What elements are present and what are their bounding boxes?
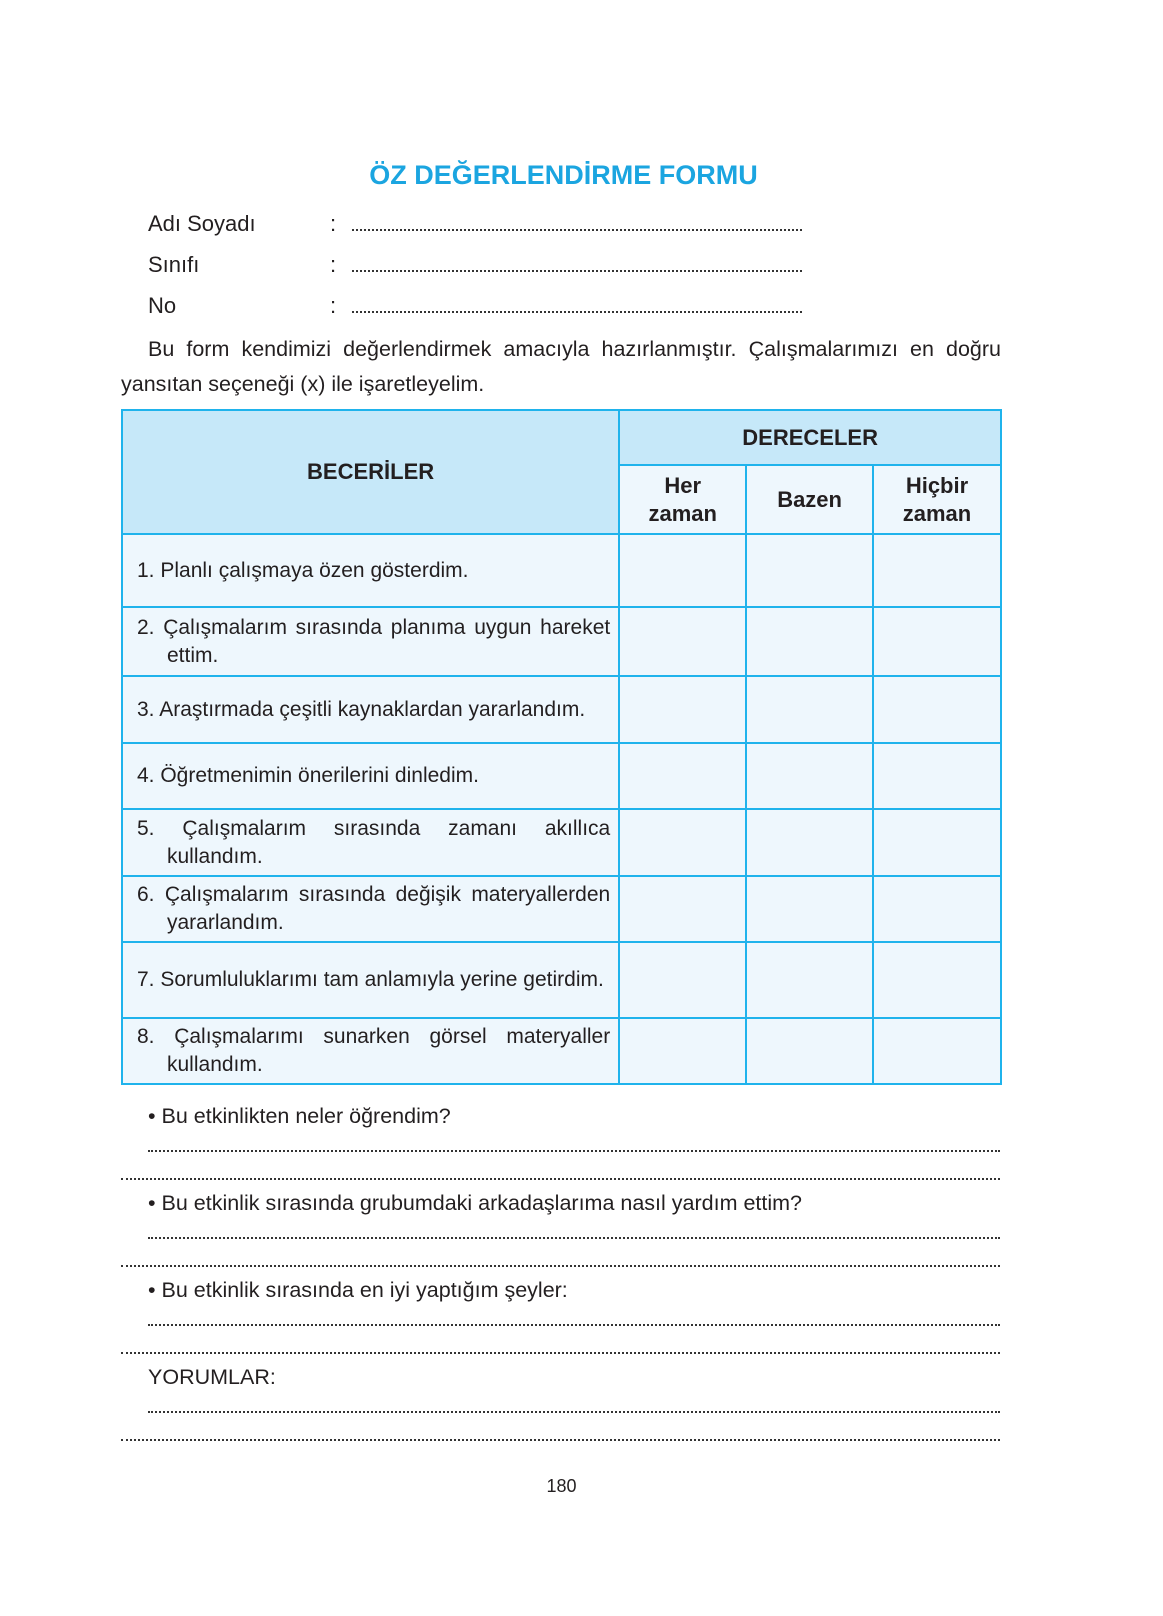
field-label-name: Adı Soyadı: [148, 211, 256, 236]
skill-text: 1. Planlı çalışmaya özen gösterdim.: [137, 558, 469, 582]
skill-text: 2. Çalışmalarım sırasında planıma uygun hareket ettim.: [137, 615, 611, 667]
rating-cell-always[interactable]: [619, 743, 746, 809]
skill-cell: [122, 743, 619, 809]
skill-row: [122, 876, 1001, 942]
column-sometimes: Bazen: [746, 465, 873, 534]
rating-cell-sometimes[interactable]: [746, 743, 873, 809]
skill-row: [122, 534, 1001, 607]
rating-cell-always[interactable]: [619, 1018, 746, 1084]
rating-cell-sometimes[interactable]: [746, 676, 873, 743]
column-never: Hiçbir zaman: [873, 465, 1001, 534]
field-colon: :: [330, 293, 337, 318]
rating-cell-always[interactable]: [619, 607, 746, 676]
column-always: Her zaman: [619, 465, 746, 534]
form-title: ÖZ DEĞERLENDİRME FORMU: [369, 160, 758, 190]
rating-cell-always[interactable]: [619, 876, 746, 942]
skill-row: [122, 743, 1001, 809]
field-label-no: No: [148, 293, 177, 318]
skill-text: 5. Çalışmalarım sırasında zamanı akıllıca kullandım.: [137, 816, 611, 868]
rating-cell-always[interactable]: [619, 942, 746, 1018]
question-2: • Bu etkinlik sırasında grubumdaki arkadaşlarıma nasıl yardım ettim?: [148, 1191, 802, 1215]
skill-row: [122, 607, 1001, 676]
skill-cell: [122, 942, 619, 1018]
skill-text: 4. Öğretmenimin önerilerini dinledim.: [137, 764, 479, 787]
skill-row: [122, 676, 1001, 743]
class-input-line[interactable]: [352, 270, 802, 272]
rating-cell-sometimes[interactable]: [746, 942, 873, 1018]
rating-cell-always[interactable]: [619, 809, 746, 876]
rating-cell-never[interactable]: [873, 809, 1001, 876]
skill-row: [122, 809, 1001, 876]
skill-cell: [122, 607, 619, 676]
skill-text: 7. Sorumluluklarımı tam anlamıyla yerine getirdim.: [137, 968, 604, 991]
skill-cell: [122, 876, 619, 942]
rating-cell-never[interactable]: [873, 743, 1001, 809]
question-3: • Bu etkinlik sırasında en iyi yaptığım şeyler:: [148, 1278, 568, 1302]
answer-line[interactable]: [121, 1178, 1000, 1180]
rating-cell-never[interactable]: [873, 534, 1001, 607]
field-label-class: Sınıfı: [148, 252, 200, 277]
answer-line[interactable]: [121, 1352, 1000, 1354]
skill-text: 3. Araştırmada çeşitli kaynaklardan yararlandım.: [137, 697, 586, 721]
skill-text: 6. Çalışmalarım sırasında değişik materyallerden yararlandım.: [137, 883, 611, 934]
rating-cell-always[interactable]: [619, 676, 746, 743]
page-number: 180: [546, 1476, 577, 1496]
rating-cell-sometimes[interactable]: [746, 876, 873, 942]
rating-cell-sometimes[interactable]: [746, 607, 873, 676]
question-1: • Bu etkinlikten neler öğrendim?: [148, 1104, 451, 1128]
rating-cell-never[interactable]: [873, 942, 1001, 1018]
rating-cell-never[interactable]: [873, 607, 1001, 676]
rating-cell-sometimes[interactable]: [746, 1018, 873, 1084]
skill-cell: [122, 676, 619, 743]
rating-cell-sometimes[interactable]: [746, 534, 873, 607]
comments-label: YORUMLAR:: [148, 1365, 276, 1389]
answer-line[interactable]: [148, 1324, 1000, 1326]
answer-line[interactable]: [148, 1237, 1000, 1239]
skill-cell: [122, 809, 619, 876]
skill-row: [122, 942, 1001, 1018]
ratings-header: DERECELER: [619, 410, 1001, 465]
skill-text: 8. Çalışmalarımı sunarken görsel materyaller kullandım.: [137, 1025, 611, 1076]
rating-cell-never[interactable]: [873, 676, 1001, 743]
answer-line[interactable]: [121, 1265, 1000, 1267]
field-colon: :: [330, 252, 337, 277]
skill-cell: [122, 1018, 619, 1084]
rating-cell-never[interactable]: [873, 876, 1001, 942]
skill-row: [122, 1018, 1001, 1084]
answer-line[interactable]: [148, 1150, 1000, 1152]
comment-line[interactable]: [121, 1439, 1000, 1441]
skill-cell: [122, 534, 619, 607]
field-colon: :: [330, 211, 337, 236]
rating-cell-never[interactable]: [873, 1018, 1001, 1084]
comment-line[interactable]: [148, 1411, 1000, 1413]
rating-cell-always[interactable]: [619, 534, 746, 607]
number-input-line[interactable]: [352, 311, 802, 313]
rating-cell-sometimes[interactable]: [746, 809, 873, 876]
intro-paragraph: Bu form kendimizi değerlendirmek amacıyla hazırlanmıştır. Çalışmalarımızı en doğru yansıtan seçeneği (x) ile işaretleyelim.: [121, 337, 1001, 396]
name-input-line[interactable]: [352, 229, 802, 231]
skills-header: BECERİLER: [122, 410, 619, 534]
self-assessment-table: [121, 409, 1002, 1085]
